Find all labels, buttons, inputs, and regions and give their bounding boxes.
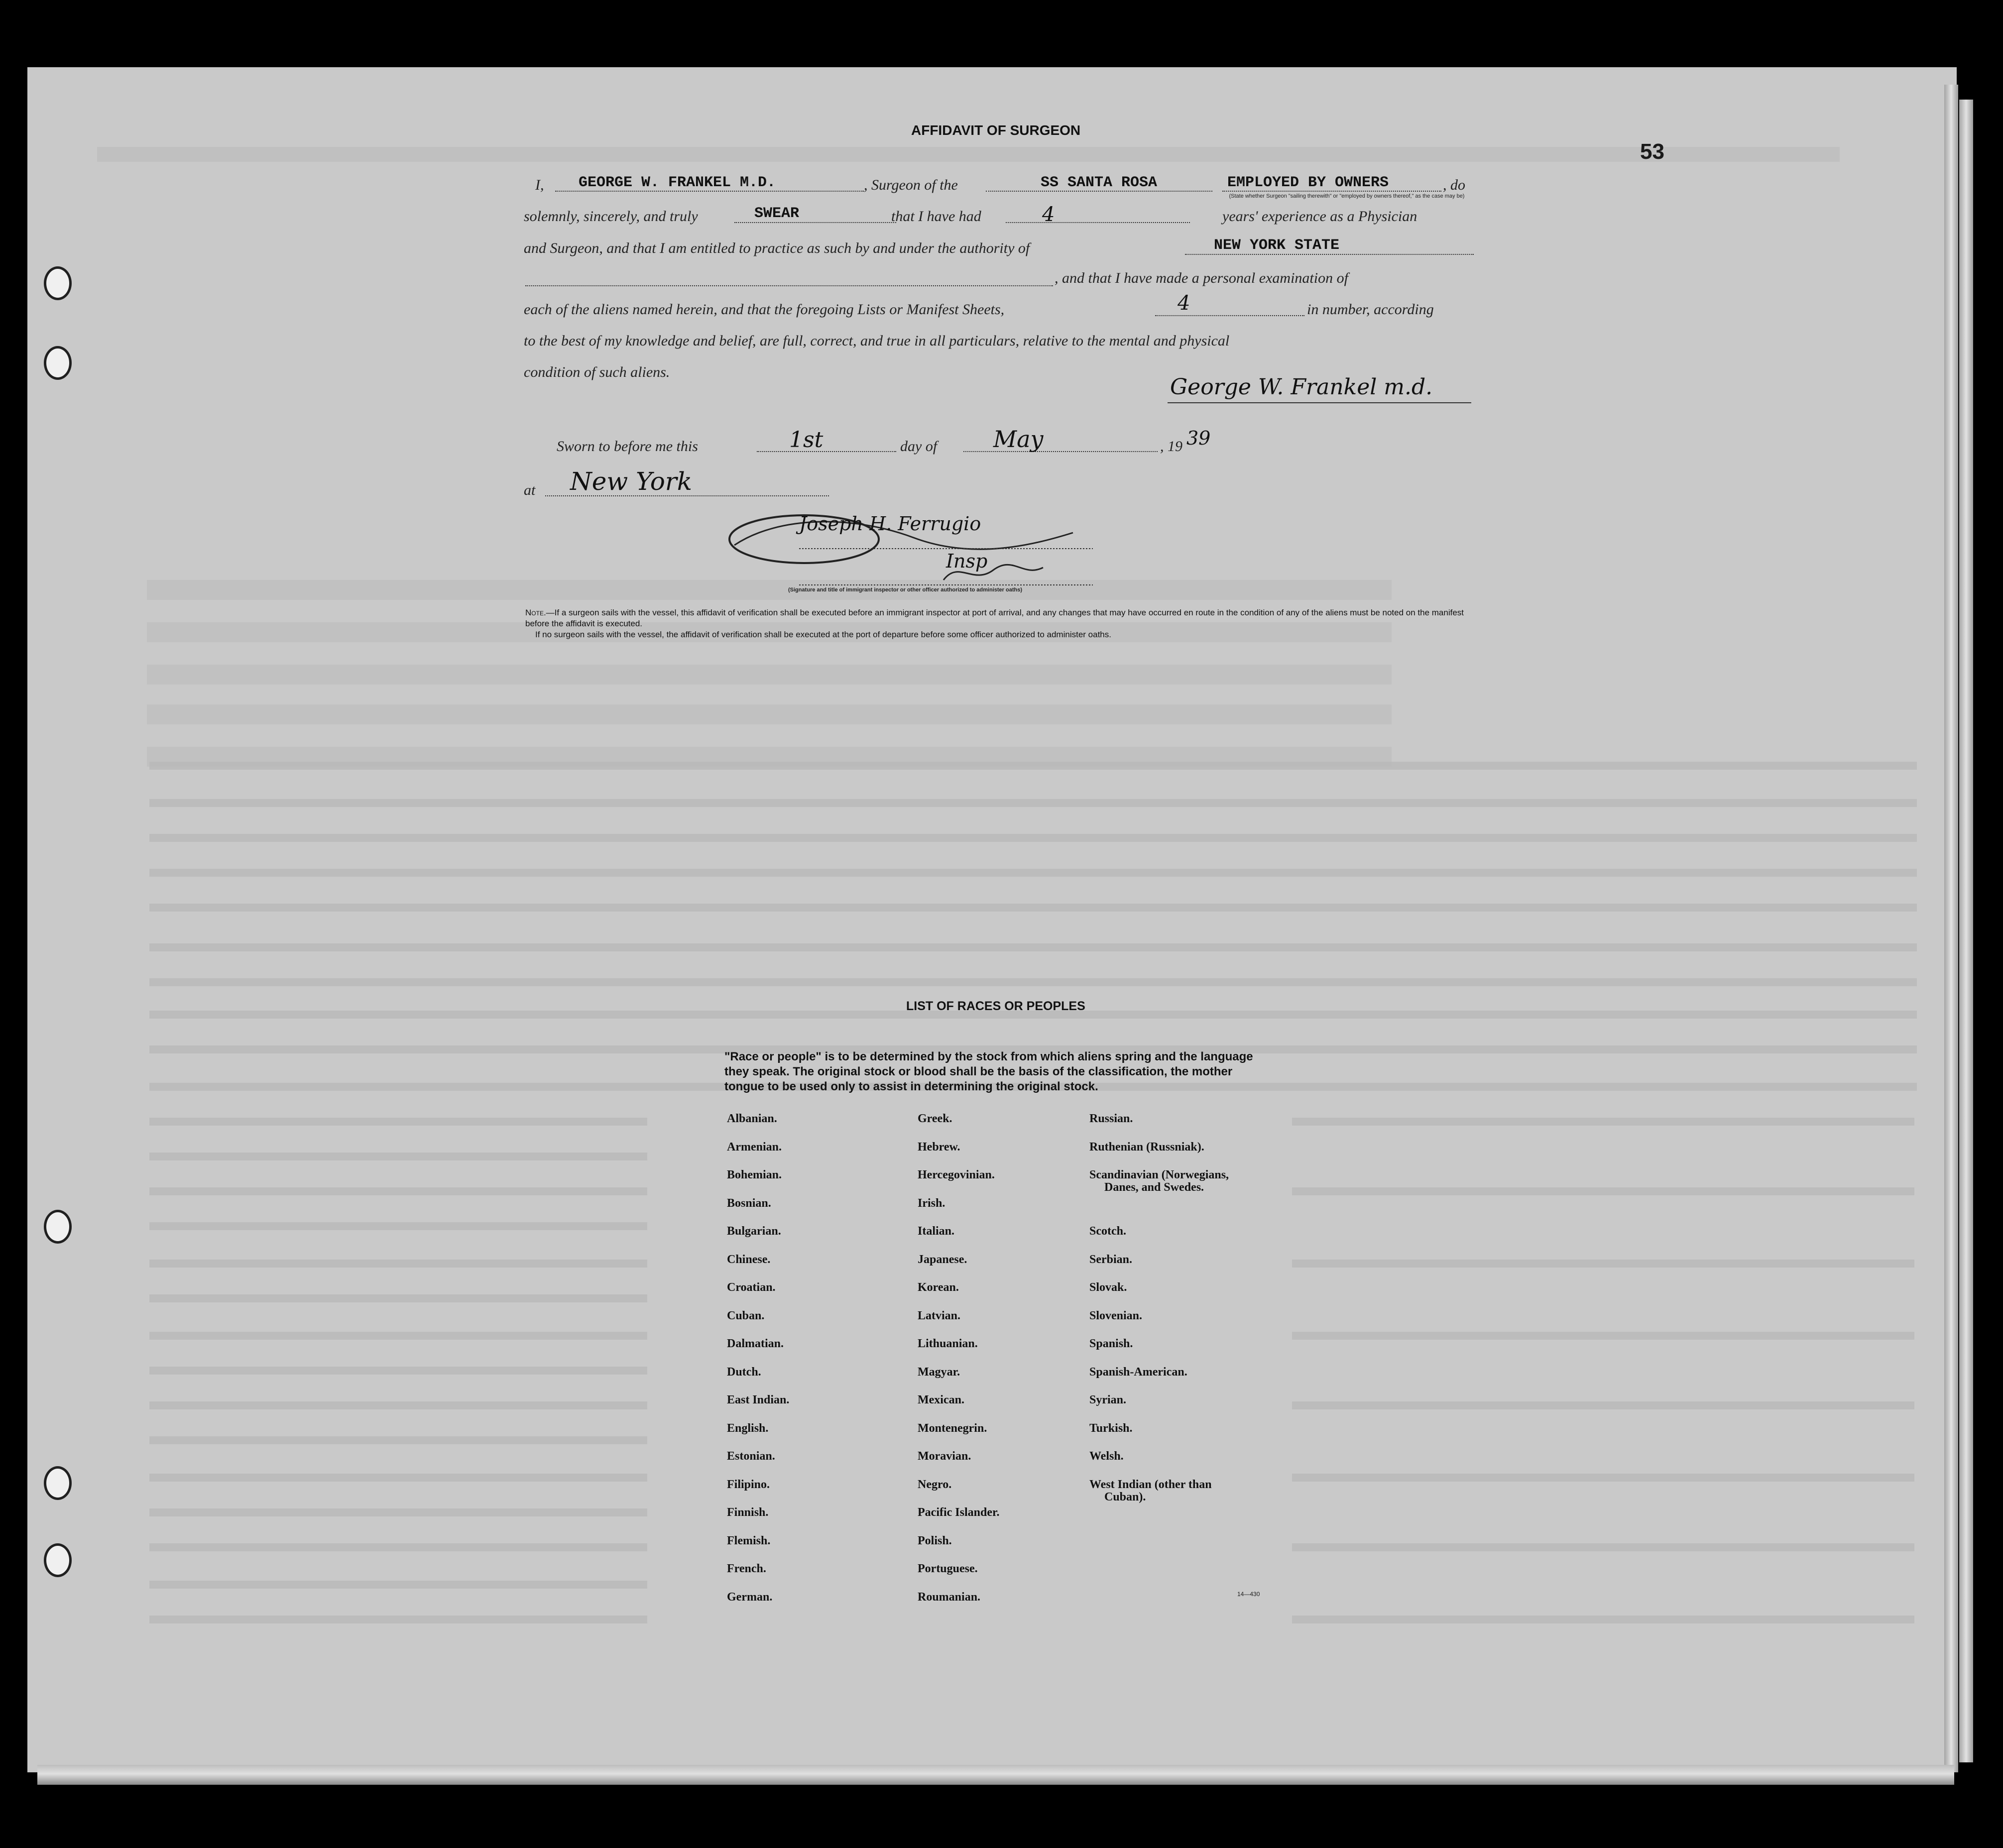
form-code: 14—430 [1237,1591,1260,1598]
officer-title: Insp [946,550,988,572]
race-item: English. [727,1421,769,1435]
race-item: Magyar. [918,1365,960,1379]
race-item: Cuban). [1104,1490,1146,1503]
race-item: Montenegrin. [918,1421,987,1435]
bleed-through-row [1292,1401,1914,1409]
text-best-knowledge: to the best of my knowledge and belief, are full, correct, and true in all particulars, relative to the mental and physical [524,333,1230,349]
race-item: Albanian. [727,1112,777,1125]
text-i: I, [535,177,544,193]
sworn-month-line [963,451,1158,452]
sworn-month: May [993,426,1044,453]
race-item: East Indian. [727,1393,790,1406]
bleed-through-row [149,1294,647,1302]
page-edge-bottom [37,1765,1954,1785]
bleed-through-row [149,1581,647,1589]
vessel-name: SS SANTA ROSA [1041,174,1158,191]
race-item: Japanese. [918,1253,967,1266]
race-item: Scotch. [1089,1225,1126,1238]
authority-continuation-line [525,285,1053,286]
race-item: Turkish. [1089,1421,1133,1435]
race-item: Pacific Islander. [918,1506,1000,1519]
race-item: Bohemian. [727,1168,782,1181]
bleed-through-row [149,762,1917,770]
race-item: Danes, and Swedes. [1104,1181,1204,1194]
bleed-through-row [149,1367,647,1375]
bleed-through-row [149,834,1917,842]
binder-hole [44,266,72,300]
text-at: at [524,482,536,498]
bleed-through-row [1292,1187,1914,1195]
bleed-through-row [149,1260,647,1268]
bleed-through-row [149,1401,647,1409]
bleed-through-row [1292,1332,1914,1340]
years-line [1006,222,1190,223]
races-title: LIST OF RACES OR PEOPLES [906,999,1085,1013]
text-condition: condition of such aliens. [524,364,670,380]
bleed-through-row [149,1187,647,1195]
manifest-sheet-count: 4 [1178,292,1190,315]
race-item: Moravian. [918,1450,971,1463]
oath-line [734,222,896,223]
race-item: Bulgarian. [727,1225,781,1238]
race-item: Negro. [918,1478,952,1491]
text-and-surgeon: and Surgeon, and that I am entitled to practice as such by and under the authority of [524,240,1030,256]
race-item: Roumanian. [918,1590,981,1604]
bleed-through-row [1292,1474,1914,1482]
race-item: Estonian. [727,1450,775,1463]
authority-line [1185,254,1474,255]
text-do: , do [1443,177,1465,193]
bleed-through-row [149,978,1917,986]
surgeon-name: GEORGE W. FRANKEL M.D. [579,174,776,191]
race-item: Russian. [1089,1112,1133,1125]
text-personal-exam: , and that I have made a personal examination of [1055,270,1348,286]
bleed-through-row [149,1153,647,1160]
bleed-through-row [1292,1260,1914,1268]
race-item: Syrian. [1089,1393,1127,1406]
page-edge [1944,85,1958,1772]
sworn-place: New York [570,467,692,496]
oath-type: SWEAR [754,205,800,222]
bleed-through-row [149,1332,647,1340]
affidavit-note [525,607,1474,640]
race-item: Filipino. [727,1478,770,1491]
race-item: Lithuanian. [918,1337,978,1350]
sworn-day: 1st [789,427,824,453]
race-item: Latvian. [918,1309,961,1322]
races-intro: "Race or people" is to be determined by the stock from which aliens spring and the language they speak. The original stock or blood shall be the basis of the classification, the mother tongue to be used only to assist in determining the original stock. [724,1050,1253,1093]
sheets-line [1155,315,1304,316]
race-item: Scandinavian (Norwegians, [1089,1168,1229,1181]
race-item: French. [727,1562,766,1575]
note-label: Note. [525,608,546,617]
race-item: Serbian. [1089,1253,1133,1266]
text-each-alien: each of the aliens named herein, and that the foregoing Lists or Manifest Sheets, [524,301,1005,318]
bleed-through-row [149,1118,647,1126]
bleed-through-row [149,1543,647,1551]
bleed-through-row [149,1436,647,1444]
note-text-1: —If a surgeon sails with the vessel, this affidavit of verification shall be executed before an immigrant inspector at port of arrival, and any changes that may have occurred en route in the condition of any of the aliens must be noted on the manifest before the affidavit is executed. [525,608,1464,628]
binder-hole [44,1210,72,1244]
race-item: Greek. [918,1112,952,1125]
employment-note: (State whether Surgeon "sailing therewith" or "employed by owners thereof," as the case may be) [1229,193,1465,199]
bleed-through-row [149,1616,647,1623]
race-item: Spanish-American. [1089,1365,1187,1379]
sworn-year: 39 [1186,427,1211,449]
bleed-through-row [1292,1543,1914,1551]
employment-status: EMPLOYED BY OWNERS [1227,174,1389,191]
race-item: Slovak. [1089,1281,1127,1294]
text-years: years' experience as a Physician [1222,208,1417,225]
bleed-through-row [149,869,1917,877]
race-item: Cuban. [727,1309,765,1322]
bleed-through-row [149,1508,647,1516]
race-item: Mexican. [918,1393,964,1406]
binder-hole [44,1466,72,1500]
race-item: Dutch. [727,1365,761,1379]
page-number: 53 [1640,139,1664,164]
text-in-number: in number, according [1307,301,1434,318]
bleed-through-row [149,1222,647,1230]
race-item: Slovenian. [1089,1309,1143,1322]
affidavit-title: AFFIDAVIT OF SURGEON [911,122,1081,138]
race-item: Irish. [918,1196,945,1210]
bleed-through-row [1292,1616,1914,1623]
text-sworn: Sworn to before me this [557,438,698,455]
race-item: Welsh. [1089,1450,1124,1463]
binder-hole [44,346,72,380]
race-item: Dalmatian. [727,1337,784,1350]
bleed-through-row [149,1474,647,1482]
text-solemnly: solemnly, sincerely, and truly [524,208,698,225]
bleed-through-band [147,704,1392,724]
signature-line [1168,402,1471,403]
years-experience: 4 [1042,203,1055,226]
text-surgeon-of: , Surgeon of the [864,177,958,193]
bleed-through-row [149,904,1917,912]
race-item: Hercegovinian. [918,1168,995,1181]
race-item: Chinese. [727,1253,771,1266]
race-item: West Indian (other than [1089,1478,1212,1491]
bleed-through-header [97,147,1840,162]
bleed-through-band [147,665,1392,685]
binder-hole [44,1543,72,1577]
note-text-2: If no surgeon sails with the vessel, the affidavit of verification shall be executed at the port of departure before some officer authorized to administer oaths. [535,630,1111,639]
text-day-of: day of [900,438,938,455]
race-item: Hebrew. [918,1140,960,1154]
bleed-through-row [149,799,1917,807]
race-item: Flemish. [727,1534,771,1547]
race-item: Spanish. [1089,1337,1133,1350]
race-item: Portuguese. [918,1562,978,1575]
race-item: Korean. [918,1281,959,1294]
race-item: German. [727,1590,773,1604]
race-item: Armenian. [727,1140,782,1154]
race-item: Italian. [918,1225,955,1238]
bleed-through-row [1292,1118,1914,1126]
authority: NEW YORK STATE [1214,237,1340,254]
race-item: Finnish. [727,1506,769,1519]
text-year-prefix: , 19 [1160,438,1182,455]
race-item: Ruthenian (Russniak). [1089,1140,1204,1154]
bleed-through-row [149,943,1917,951]
officer-caption: (Signature and title of immigrant inspector or other officer authorized to administer oaths) [788,587,1022,593]
sworn-day-line [757,451,896,452]
surgeon-signature: George W. Frankel m.d. [1170,374,1433,400]
race-item: Polish. [918,1534,952,1547]
page-edge [1959,100,1973,1762]
text-that-had: that I have had [891,208,981,225]
officer-signature: Joseph H. Ferrugio [799,513,981,535]
race-item: Bosnian. [727,1196,771,1210]
race-item: Croatian. [727,1281,776,1294]
